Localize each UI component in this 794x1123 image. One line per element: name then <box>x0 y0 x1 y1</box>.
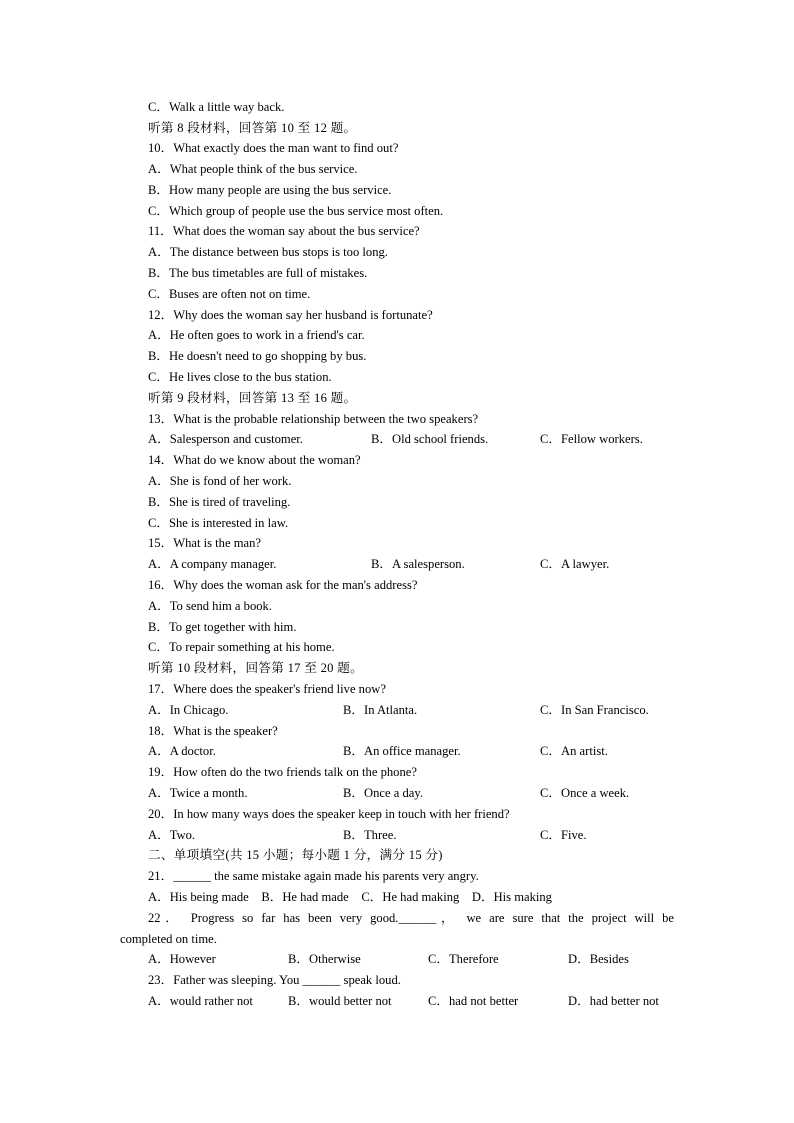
q10-stem: 10．What exactly does the man want to find out? <box>148 141 399 155</box>
q18-option-a: A．A doctor. <box>148 744 216 758</box>
q23-stem: 23．Father was sleeping. You ______ speak loud. <box>148 973 401 987</box>
q15-option-c: C．A lawyer. <box>540 557 610 571</box>
q19-option-c: C．Once a week. <box>540 786 630 800</box>
q12-option-c: C．He lives close to the bus station. <box>148 370 332 384</box>
q17-option-a: A．In Chicago. <box>148 703 229 717</box>
q15-stem: 15．What is the man? <box>148 536 261 550</box>
q20-option-c: C．Five. <box>540 828 587 842</box>
q14-option-c: C．She is interested in law. <box>148 516 289 530</box>
q11-stem: 11．What does the woman say about the bus service? <box>148 224 420 238</box>
q10-option-b: B．How many people are using the bus service. <box>148 183 392 197</box>
q19-stem: 19．How often do the two friends talk on the phone? <box>148 765 417 779</box>
q15-option-a: A．A company manager. <box>148 557 277 571</box>
q23-option-a: A．would rather not <box>148 994 253 1008</box>
q20-stem: 20．In how many ways does the speaker keep in touch with her friend? <box>148 807 510 821</box>
q9-option-c: C．Walk a little way back. <box>148 100 285 114</box>
q13-stem: 13．What is the probable relationship between the two speakers? <box>148 412 479 426</box>
section-10-instruction: 听第 10 段材料，回答第 17 至 20 题。 <box>148 661 363 675</box>
q16-option-a: A．To send him a book. <box>148 599 272 613</box>
q16-option-b: B．To get together with him. <box>148 620 297 634</box>
q11-option-a: A．The distance between bus stops is too long. <box>148 245 388 259</box>
q20-option-a: A．Two. <box>148 828 196 842</box>
q22-option-a: A．However <box>148 952 216 966</box>
q19-option-a: A．Twice a month. <box>148 786 248 800</box>
q17-stem: 17．Where does the speaker's friend live now? <box>148 682 386 696</box>
q18-stem: 18．What is the speaker? <box>148 724 278 738</box>
q15-option-b: B．A salesperson. <box>371 557 465 571</box>
q22-stem-line-2: completed on time. <box>120 932 217 946</box>
q16-option-c: C．To repair something at his home. <box>148 640 335 654</box>
q14-option-b: B．She is tired of traveling. <box>148 495 291 509</box>
q11-option-b: B．The bus timetables are full of mistakes. <box>148 266 368 280</box>
q14-stem: 14．What do we know about the woman? <box>148 453 361 467</box>
q10-option-a: A．What people think of the bus service. <box>148 162 358 176</box>
q18-option-b: B．An office manager. <box>343 744 461 758</box>
q13-option-c: C．Fellow workers. <box>540 432 643 446</box>
q12-option-a: A．He often goes to work in a friend's car. <box>148 328 365 342</box>
q10-option-c: C．Which group of people use the bus service most often. <box>148 204 444 218</box>
q16-stem: 16．Why does the woman ask for the man's address? <box>148 578 418 592</box>
q23-option-b: B．would better not <box>288 994 392 1008</box>
q23-option-c: C．had not better <box>428 994 519 1008</box>
q13-option-a: A．Salesperson and customer. <box>148 432 303 446</box>
q23-option-d: D．had better not <box>568 994 659 1008</box>
q14-option-a: A．She is fond of her work. <box>148 474 292 488</box>
q12-stem: 12．Why does the woman say her husband is fortunate? <box>148 308 433 322</box>
section-8-instruction: 听第 8 段材料，回答第 10 至 12 题。 <box>148 121 357 135</box>
q12-option-b: B．He doesn't need to go shopping by bus. <box>148 349 367 363</box>
q11-option-c: C．Buses are often not on time. <box>148 287 311 301</box>
q21-options: A．His being made B．He had made C．He had making D．His making <box>148 890 552 904</box>
q22-stem-line-1: 22． Progress so far has been very good.______， we are sure that the project will be <box>148 911 674 925</box>
q13-option-b: B．Old school friends. <box>371 432 489 446</box>
q17-option-b: B．In Atlanta. <box>343 703 418 717</box>
section-2-heading: 二、单项填空(共 15 小题；每小题 1 分，满分 15 分) <box>148 848 443 862</box>
q20-option-b: B．Three. <box>343 828 397 842</box>
q21-stem: 21．______ the same mistake again made his parents very angry. <box>148 869 479 883</box>
q18-option-c: C．An artist. <box>540 744 608 758</box>
q22-option-b: B．Otherwise <box>288 952 361 966</box>
section-9-instruction: 听第 9 段材料，回答第 13 至 16 题。 <box>148 391 357 405</box>
q17-option-c: C．In San Francisco. <box>540 703 649 717</box>
q22-option-d: D．Besides <box>568 952 629 966</box>
q19-option-b: B．Once a day. <box>343 786 423 800</box>
q22-option-c: C．Therefore <box>428 952 499 966</box>
